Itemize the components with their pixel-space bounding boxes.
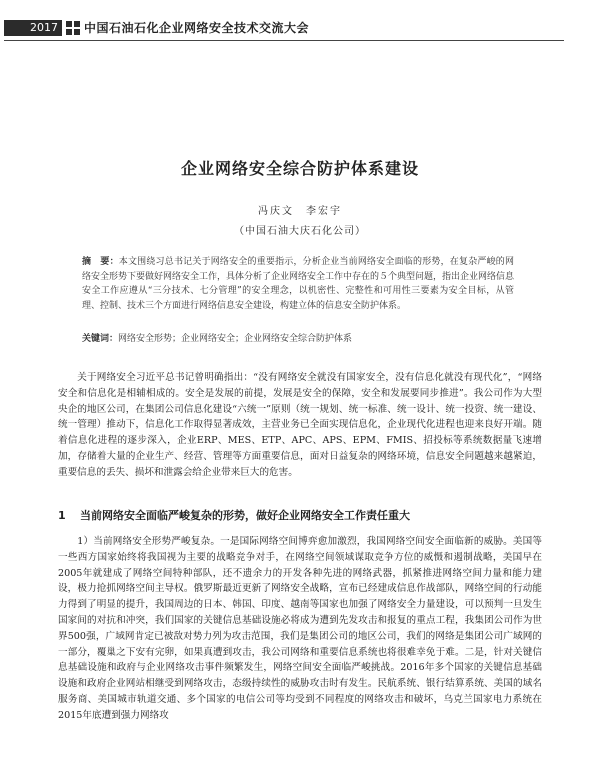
section-number: 1 xyxy=(58,509,66,522)
abstract xyxy=(82,255,514,313)
section-heading xyxy=(58,507,542,523)
header-year: 2017 xyxy=(4,20,62,36)
header-divider xyxy=(4,40,564,41)
keywords-text: 网络安全形势；企业网络安全；企业网络安全综合防护体系 xyxy=(118,334,353,344)
keywords-label: 关键词： xyxy=(82,334,119,344)
running-header xyxy=(4,14,564,40)
abstract-text: 本文围绕习总书记关于网络安全的重要指示，分析企业当前网络安全面临的形势，在复杂严峻的网络安全形势下要做好网络安全工作，具体分析了企业网络安全工作中存在的５个典型问题，指出企业网络信息安全工作应遵从“三分技术、七分管理”的安全理念，以机密性、完整性和可用性三要素为安全目标，从管理、控制、技术三个方面进行网络信息安全建设，构建立体的信息安全防护体系。 xyxy=(82,257,515,311)
section-paragraph: 1）当前网络安全形势严峻复杂。一是国际网络空间博弈愈加激烈，我国网络空间安全面临新的威胁。美国等一些西方国家始终将我国视为主要的战略竞争对手，在网络空间领域谋取竞争方位的威慑和遏制战略，美国早在2005年就建成了网络空间特种部队，还不遗余力的开发各种先进的网络武器，抓紧推进网络空间力量和能力建设，极力抢抓网络空间主导权。俄罗斯最近更新了网络安全战略，宣布已经建成信息作战部队，网络空间的行动能力得到了明显的提升，我国周边的日本、韩国、印度、越南等国家也加强了网络安全力量建设，可以预判一旦发生国家间的对抗和冲突，我们国家的关键信息基础设施必将成为遭到先发攻击和报复的重点工程，我集团公司作为世界500强，广域网肯定已被敌对势力列为攻击范围，我们是集团公司的地区公司，我们的网络是集团公司广域网的一部分，覆巢之下安有完卵，如果真遭到攻击，我公司网络和重要信息系统也将很难幸免于难。二是，针对关键信息基础设施和政府与企业网络攻击事件频繁发生，网络空间安全面临严峻挑战。2016年多个国家的关键信息基础设施和政府企业网站相继受到网络攻击，态级持续性的威胁攻击时有发生。民航系统、银行结算系统、美国的域名服务商、美国城市轨道交通、多个国家的电信公司等均受到不同程度的网络攻击和破坏，乌克兰国家电力系统在2015年底遭到强力网络攻 xyxy=(58,536,542,721)
paper-title: 企业网络安全综合防护体系建设 xyxy=(180,159,419,178)
grid-logo-icon xyxy=(66,21,80,35)
abstract-label: 摘 要： xyxy=(82,257,119,267)
section-title: 当前网络安全面临严峻复杂的形势，做好企业网络安全工作责任重大 xyxy=(80,509,410,522)
intro-paragraph: 关于网络安全习近平总书记曾明确指出：“没有网络安全就没有国家安全，没有信息化就没有现代化”，“网络安全和信息化是相辅相成的。安全是发展的前提，发展是安全的保障，安全和发展要同步推进”。我公司作为大型央企的地区公司，在集团公司信息化建设“六统一”原则（统一规划、统一标准、统一设计、统一投资、统一建设、统一管理）推动下，信息化工作取得显著成效，主营业务已全面实现信息化，企业现代化进程也迎来良好开端。随着信息化进程的逐步深入，企业ERP、MES、ETP、APC、APS、EPM、FMIS、招投标等系统数据量飞速增加，存储着大量的企业生产、经营、管理等方面重要信息，面对日益复杂的网络环境，信息安全问题越来越紧迫，重要信息的丢失、损坏和泄露会给企业带来巨大的危害。 xyxy=(58,372,542,478)
keywords xyxy=(82,332,514,346)
paper-affiliation: （中国石油大庆石化公司） xyxy=(234,226,366,237)
conference-name: 中国石油石化企业网络安全技术交流大会 xyxy=(84,21,310,35)
paper-authors: 冯庆文 李宏宇 xyxy=(258,206,342,217)
